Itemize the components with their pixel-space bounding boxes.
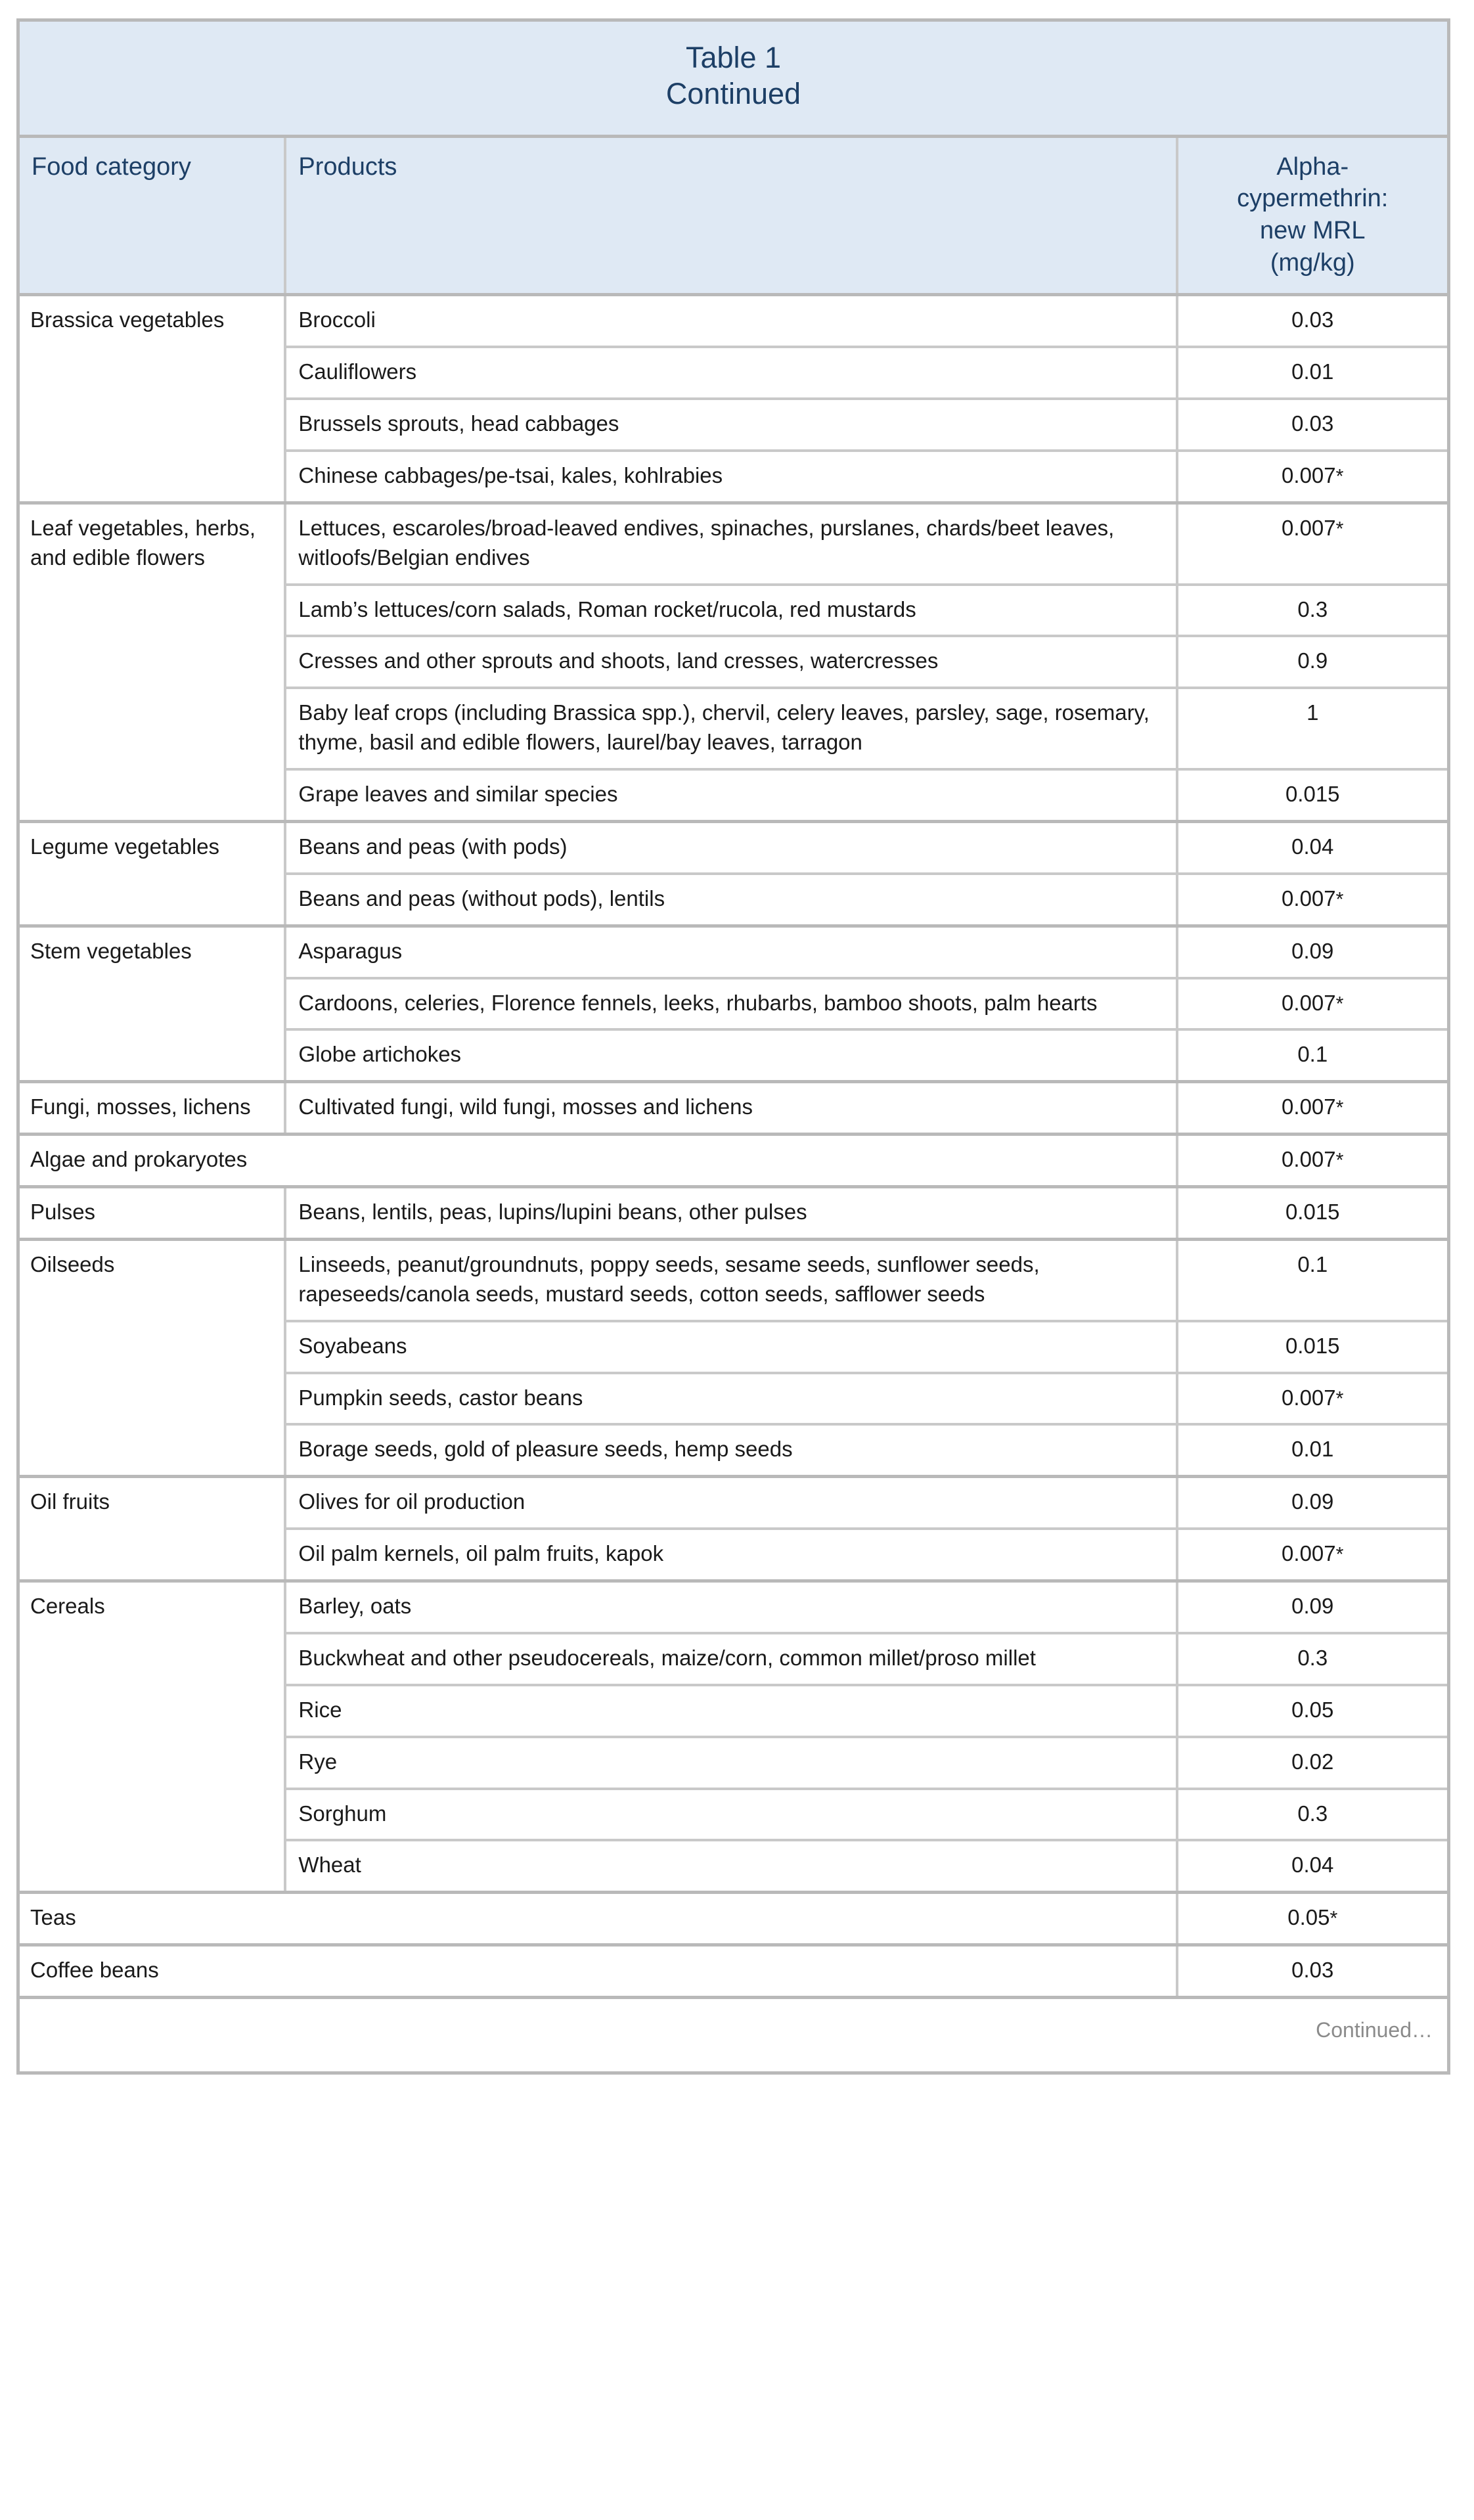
category-cell: Teas — [18, 1893, 1177, 1945]
category-cell: Brassica vegetables — [18, 295, 286, 503]
table-row — [18, 1082, 1449, 1135]
category-cell: Fungi, mosses, lichens — [18, 1082, 286, 1135]
product-cell: Barley, oats — [285, 1581, 1176, 1633]
mrl-cell: 0.015 — [1177, 769, 1449, 821]
column-header-mrl-line-4: (mg/kg) — [1270, 248, 1355, 277]
product-cell: Cardoons, celeries, Florence fennels, leeks, rhubarbs, bamboo shoots, palm hearts — [285, 978, 1176, 1030]
table-footer-row — [18, 1998, 1449, 2073]
product-cell: Rice — [285, 1685, 1176, 1737]
category-cell: Stem vegetables — [18, 926, 286, 1082]
table-row — [18, 1135, 1449, 1187]
category-cell: Cereals — [18, 1581, 286, 1893]
column-header-food-category: Food category — [18, 136, 286, 295]
product-cell: Lamb’s lettuces/corn salads, Roman rocket/rucola, red mustards — [285, 585, 1176, 637]
product-cell: Lettuces, escaroles/broad-leaved endives, spinaches, purslanes, chards/beet leaves, witloofs/Belgian endives — [285, 503, 1176, 584]
category-cell: Pulses — [18, 1187, 286, 1240]
product-cell: Grape leaves and similar species — [285, 769, 1176, 821]
category-cell: Oil fruits — [18, 1477, 286, 1581]
table-row — [18, 295, 1449, 347]
product-cell: Beans, lentils, peas, lupins/lupini beans, other pulses — [285, 1187, 1176, 1240]
product-cell: Beans and peas (with pods) — [285, 821, 1176, 873]
column-header-products: Products — [285, 136, 1176, 295]
product-cell: Cauliflowers — [285, 347, 1176, 399]
column-header-mrl-line-1: Alpha- — [1276, 152, 1349, 181]
product-cell: Buckwheat and other pseudocereals, maize/corn, common millet/proso millet — [285, 1633, 1176, 1685]
column-header-row — [18, 136, 1449, 295]
mrl-cell: 0.007* — [1177, 1135, 1449, 1187]
mrl-cell: 0.03 — [1177, 1945, 1449, 1998]
product-cell: Pumpkin seeds, castor beans — [285, 1373, 1176, 1425]
product-cell: Linseeds, peanut/groundnuts, poppy seeds, sesame seeds, sunflower seeds, rapeseeds/canola seeds, mustard seeds, cotton seeds, safflower seeds — [285, 1239, 1176, 1320]
table-head — [18, 20, 1449, 295]
table-row — [18, 503, 1449, 584]
product-cell: Asparagus — [285, 926, 1176, 978]
mrl-cell: 0.09 — [1177, 1581, 1449, 1633]
mrl-cell: 0.04 — [1177, 821, 1449, 873]
mrl-cell: 0.9 — [1177, 636, 1449, 688]
table-title — [18, 20, 1449, 137]
mrl-cell: 0.007* — [1177, 1373, 1449, 1425]
mrl-cell: 0.3 — [1177, 585, 1449, 637]
column-header-mrl — [1177, 136, 1449, 295]
product-cell: Baby leaf crops (including Brassica spp.), chervil, celery leaves, parsley, sage, rosemary, thyme, basil and edible flowers, laurel/bay leaves, tarragon — [285, 688, 1176, 769]
mrl-cell: 0.05* — [1177, 1893, 1449, 1945]
mrl-cell: 0.03 — [1177, 399, 1449, 451]
mrl-cell: 0.03 — [1177, 295, 1449, 347]
mrl-cell: 0.3 — [1177, 1633, 1449, 1685]
product-cell: Wheat — [285, 1840, 1176, 1892]
table-row — [18, 1893, 1449, 1945]
mrl-cell: 0.1 — [1177, 1239, 1449, 1320]
product-cell: Beans and peas (without pods), lentils — [285, 874, 1176, 926]
mrl-cell: 0.01 — [1177, 1424, 1449, 1476]
product-cell: Globe artichokes — [285, 1029, 1176, 1081]
product-cell: Sorghum — [285, 1789, 1176, 1841]
mrl-cell: 0.007* — [1177, 1082, 1449, 1135]
column-header-mrl-line-2: cypermethrin: — [1237, 185, 1389, 213]
product-cell: Rye — [285, 1737, 1176, 1789]
table-row — [18, 1477, 1449, 1529]
table-row — [18, 821, 1449, 873]
table-row — [18, 1239, 1449, 1320]
mrl-cell: 0.007* — [1177, 874, 1449, 926]
mrl-cell: 0.3 — [1177, 1789, 1449, 1841]
category-cell: Legume vegetables — [18, 821, 286, 926]
column-header-mrl-line-3: new MRL — [1260, 217, 1366, 245]
mrl-cell: 0.09 — [1177, 926, 1449, 978]
product-cell: Brussels sprouts, head cabbages — [285, 399, 1176, 451]
table-row — [18, 1581, 1449, 1633]
mrl-cell: 0.05 — [1177, 1685, 1449, 1737]
product-cell: Soyabeans — [285, 1321, 1176, 1373]
table-title-row — [18, 20, 1449, 137]
product-cell: Oil palm kernels, oil palm fruits, kapok — [285, 1529, 1176, 1581]
mrl-cell: 0.01 — [1177, 347, 1449, 399]
table-title-line-1: Table 1 — [685, 41, 782, 74]
product-cell: Cresses and other sprouts and shoots, land cresses, watercresses — [285, 636, 1176, 688]
table-row — [18, 1187, 1449, 1240]
mrl-cell: 0.015 — [1177, 1321, 1449, 1373]
continued-note: Continued… — [18, 1998, 1449, 2073]
category-cell: Coffee beans — [18, 1945, 1177, 1998]
mrl-cell: 0.007* — [1177, 1529, 1449, 1581]
table-title-line-2: Continued — [665, 76, 801, 110]
product-cell: Chinese cabbages/pe-tsai, kales, kohlrabies — [285, 451, 1176, 503]
mrl-cell: 0.007* — [1177, 503, 1449, 584]
table-row — [18, 1945, 1449, 1998]
table-body — [18, 295, 1449, 2073]
product-cell: Broccoli — [285, 295, 1176, 347]
mrl-cell: 0.09 — [1177, 1477, 1449, 1529]
mrl-cell: 1 — [1177, 688, 1449, 769]
mrl-cell: 0.02 — [1177, 1737, 1449, 1789]
product-cell: Olives for oil production — [285, 1477, 1176, 1529]
table-row — [18, 926, 1449, 978]
mrl-cell: 0.1 — [1177, 1029, 1449, 1081]
product-cell: Cultivated fungi, wild fungi, mosses and lichens — [285, 1082, 1176, 1135]
mrl-table — [16, 18, 1450, 2075]
mrl-cell: 0.015 — [1177, 1187, 1449, 1240]
mrl-cell: 0.007* — [1177, 978, 1449, 1030]
product-cell: Borage seeds, gold of pleasure seeds, hemp seeds — [285, 1424, 1176, 1476]
mrl-cell: 0.007* — [1177, 451, 1449, 503]
category-cell: Algae and prokaryotes — [18, 1135, 1177, 1187]
category-cell: Oilseeds — [18, 1239, 286, 1476]
mrl-cell: 0.04 — [1177, 1840, 1449, 1892]
category-cell: Leaf vegetables, herbs, and edible flowers — [18, 503, 286, 821]
